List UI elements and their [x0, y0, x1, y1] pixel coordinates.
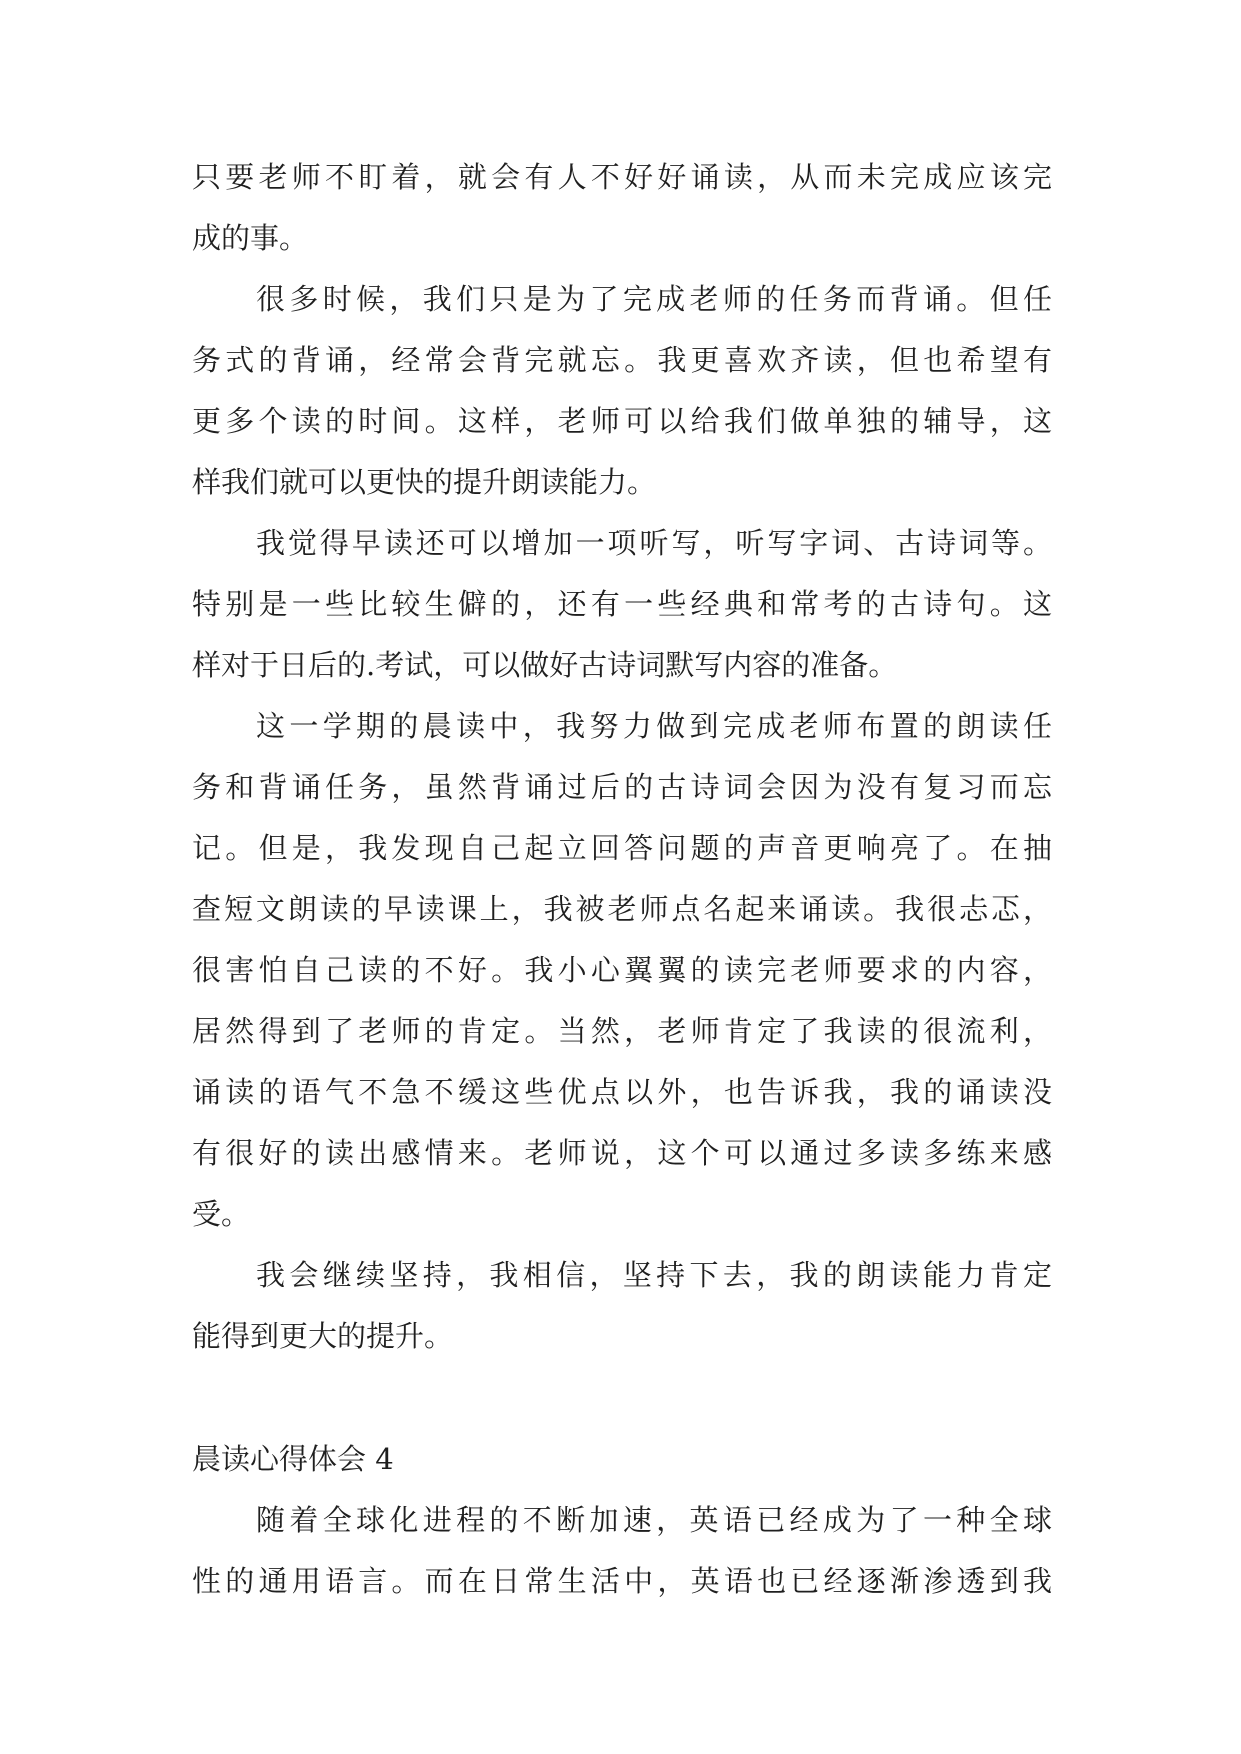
text-line: 受。 [192, 1197, 251, 1231]
text-line: 诵读的语气不急不缓这些优点以外，也告诉我，我的诵读没 [192, 1075, 1052, 1109]
text-line: 随着全球化进程的不断加速，英语已经成为了一种全球 [256, 1503, 1052, 1537]
text-line: 查短文朗读的早读课上，我被老师点名起来诵读。我很忐忑， [192, 892, 1052, 926]
text-line: 务和背诵任务，虽然背诵过后的古诗词会因为没有复习而忘 [192, 770, 1052, 804]
text-line: 很多时候，我们只是为了完成老师的任务而背诵。但任 [256, 282, 1052, 316]
text-line: 样对于日后的.考试，可以做好古诗词默写内容的准备。 [192, 648, 898, 682]
text-line: 更多个读的时间。这样，老师可以给我们做单独的辅导，这 [192, 404, 1052, 438]
section-spacer [192, 1378, 1052, 1440]
text-line: 性的通用语言。而在日常生活中，英语也已经逐渐渗透到我 [192, 1564, 1052, 1598]
text-line: 只要老师不盯着，就会有人不好好诵读，从而未完成应该完 [192, 160, 1052, 194]
paragraph [192, 707, 1052, 1233]
paragraph [192, 158, 1052, 257]
text-line: 样我们就可以更快的提升朗读能力。 [192, 465, 657, 499]
text-line: 特别是一些比较生僻的，还有一些经典和常考的古诗句。这 [192, 587, 1052, 621]
text-line: 能得到更大的提升。 [192, 1319, 454, 1353]
text-line: 很害怕自己读的不好。我小心翼翼的读完老师要求的内容， [192, 953, 1052, 987]
text-line: 我会继续坚持，我相信，坚持下去，我的朗读能力肯定 [256, 1258, 1052, 1292]
paragraph [192, 524, 1052, 684]
text-line: 有很好的读出感情来。老师说，这个可以通过多读多练来感 [192, 1136, 1052, 1170]
paragraph [192, 1256, 1052, 1355]
text-line: 成的事。 [192, 221, 309, 255]
section-heading: 晨读心得体会 4 [192, 1442, 394, 1476]
text-line: 这一学期的晨读中，我努力做到完成老师布置的朗读任 [256, 709, 1052, 743]
text-line: 我觉得早读还可以增加一项听写，听写字词、古诗词等。 [256, 526, 1052, 560]
paragraph [192, 280, 1052, 501]
text-line: 居然得到了老师的肯定。当然，老师肯定了我读的很流利， [192, 1014, 1052, 1048]
document-body [192, 158, 1052, 1623]
paragraph [192, 1501, 1052, 1600]
text-line: 务式的背诵，经常会背完就忘。我更喜欢齐读，但也希望有 [192, 343, 1052, 377]
text-line: 记。但是，我发现自己起立回答问题的声音更响亮了。在抽 [192, 831, 1052, 865]
